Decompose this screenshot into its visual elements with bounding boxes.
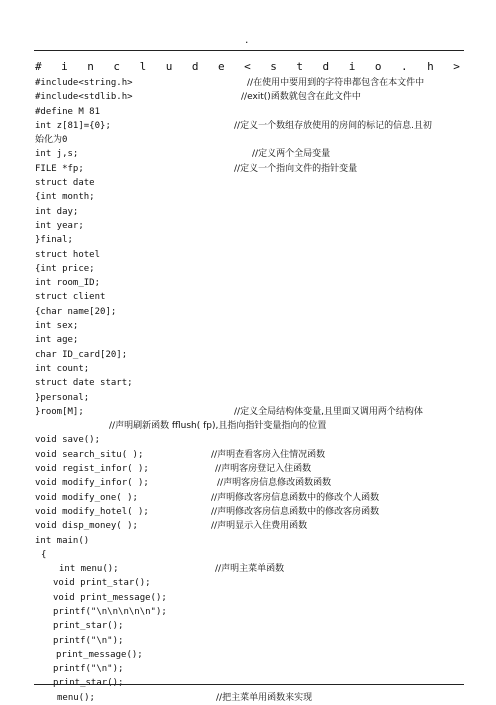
code-line xyxy=(0,219,496,233)
spaced-char: l xyxy=(139,60,147,73)
code-line xyxy=(0,405,496,419)
code-text: struct client xyxy=(35,292,106,303)
code-text: {int month; xyxy=(35,192,95,203)
code-line xyxy=(0,90,496,104)
code-line xyxy=(0,476,496,490)
spaced-char: c xyxy=(113,60,121,73)
code-text: void print_message(); xyxy=(53,592,167,603)
code-text: int main() xyxy=(35,535,90,546)
code-text: struct date xyxy=(35,178,95,189)
code-line xyxy=(0,205,496,219)
spaced-char: d xyxy=(322,60,330,73)
code-line xyxy=(0,491,496,505)
code-text: }room[M]; xyxy=(35,406,84,417)
code-text: void save(); xyxy=(35,435,101,446)
code-text: #include<stdlib.h> xyxy=(35,92,133,103)
header-rule xyxy=(34,50,464,51)
header-dot: . xyxy=(244,36,250,46)
code-line xyxy=(0,548,496,562)
code-text: }personal; xyxy=(35,392,90,403)
code-line xyxy=(0,333,496,347)
code-line xyxy=(0,605,496,619)
code-text: { xyxy=(41,549,47,560)
code-comment: //把主菜单用函数来实现 xyxy=(216,692,313,703)
code-line xyxy=(0,634,496,648)
code-comment: //声明查看客房入住情况函数 xyxy=(211,449,326,460)
code-line xyxy=(0,105,496,119)
code-line xyxy=(0,147,496,161)
code-text: menu(); xyxy=(57,692,95,703)
spaced-char: h xyxy=(427,60,434,73)
code-comment: //声明修改客房信息函数中的修改个人函数 xyxy=(211,492,380,503)
code-line xyxy=(0,362,496,376)
code-line xyxy=(0,562,496,576)
code-comment: //定义一个数组存放使用的房间的标记的信息.且初 xyxy=(234,120,432,131)
code-line xyxy=(0,391,496,405)
code-line xyxy=(0,262,496,276)
code-text: int menu(); xyxy=(59,564,119,575)
code-text: print_message(); xyxy=(56,649,143,660)
code-line xyxy=(0,276,496,290)
code-text: int year; xyxy=(35,220,84,231)
code-text: int day; xyxy=(35,206,79,217)
code-text: {int price; xyxy=(35,263,95,274)
spaced-char: d xyxy=(191,60,199,73)
code-line xyxy=(0,248,496,262)
code-line xyxy=(0,162,496,176)
code-comment: //声明客房信息修改函数函数 xyxy=(217,478,332,489)
code-text: void disp_money( ); xyxy=(35,521,138,532)
code-line xyxy=(0,119,496,133)
spaced-char: s xyxy=(270,60,277,73)
code-text: void modify_infor( ); xyxy=(35,478,149,489)
code-line xyxy=(0,433,496,447)
code-text: int age; xyxy=(35,335,79,346)
code-text: void modify_hotel( ); xyxy=(35,506,149,517)
code-text: printf("\n\n\n\n\n"); xyxy=(53,606,167,617)
code-line xyxy=(0,76,496,90)
code-comment: //声明修改客房信息函数中的修改客房函数 xyxy=(211,506,380,517)
code-line xyxy=(0,233,496,247)
code-text: int z[81]={0}; xyxy=(35,120,111,131)
spaced-char: . xyxy=(400,60,408,73)
code-text: char ID_card[20]; xyxy=(35,349,128,360)
code-comment: //exit()函数就包含在此文件中 xyxy=(241,92,361,103)
code-text: struct date start; xyxy=(35,378,133,389)
code-text: void regist_infor( ); xyxy=(35,464,149,475)
code-text: int sex; xyxy=(35,321,79,332)
code-text: printf("\n"); xyxy=(53,664,124,675)
spaced-char: i xyxy=(348,60,356,73)
code-text: FILE *fp; xyxy=(35,163,84,174)
code-text: print_star(); xyxy=(53,678,124,689)
code-text: #define M 81 xyxy=(35,106,101,117)
code-comment: //声明刷新函数 fflush( fp),且指向指针变量指向的位置 xyxy=(109,421,327,432)
code-text: {char name[20]; xyxy=(35,306,117,317)
spaced-char: i xyxy=(61,60,68,73)
code-text: int count; xyxy=(35,363,90,374)
spaced-char: o xyxy=(374,60,382,73)
code-comment: //声明显示入住费用函数 xyxy=(211,521,308,532)
code-comment: //声明客房登记入住函数 xyxy=(215,464,312,475)
code-comment: //定义一个指向文件的指针变量 xyxy=(234,163,358,174)
code-text: int room_ID; xyxy=(35,278,101,289)
code-line xyxy=(0,133,496,147)
code-text: int j,s; xyxy=(35,149,79,160)
code-text: void modify_one( ); xyxy=(35,492,138,503)
spaced-char: u xyxy=(165,60,173,73)
code-line xyxy=(0,648,496,662)
code-text: 始化为0 xyxy=(35,135,68,146)
code-comment: //声明主菜单函数 xyxy=(215,564,285,575)
spaced-char: < xyxy=(244,60,251,73)
code-comment: //定义全局结构体变量,且里面又调用两个结构体 xyxy=(234,406,423,417)
spaced-char: e xyxy=(217,60,225,73)
code-line xyxy=(0,190,496,204)
code-line xyxy=(0,591,496,605)
code-line xyxy=(0,576,496,590)
footer-dot: . xyxy=(244,687,249,695)
code-line xyxy=(0,462,496,476)
code-line xyxy=(0,376,496,390)
code-line xyxy=(0,519,496,533)
code-text: void print_star(); xyxy=(53,578,151,589)
code-line xyxy=(0,319,496,333)
spaced-char: t xyxy=(296,60,304,73)
code-comment: //在使用中要用到的字符串都包含在本文件中 xyxy=(247,78,425,88)
code-line xyxy=(0,662,496,676)
code-listing xyxy=(0,76,496,705)
code-text: struct hotel xyxy=(35,249,101,260)
code-text: }final; xyxy=(35,235,73,246)
spaced-char: # xyxy=(35,60,42,73)
code-comment: //定义两个全局变量 xyxy=(252,149,331,160)
code-line xyxy=(0,348,496,362)
code-line xyxy=(0,505,496,519)
code-line xyxy=(0,176,496,190)
spaced-char: n xyxy=(87,60,94,73)
code-line xyxy=(0,619,496,633)
code-line xyxy=(0,534,496,548)
code-text: print_star(); xyxy=(53,621,124,632)
code-text: #include<string.h> xyxy=(35,78,133,88)
code-line xyxy=(0,448,496,462)
code-text: void search_situ( ); xyxy=(35,449,144,460)
code-line xyxy=(0,305,496,319)
spaced-char: > xyxy=(453,60,460,73)
include-stdio-line xyxy=(35,60,460,74)
code-line xyxy=(0,419,496,433)
code-text: printf("\n"); xyxy=(53,635,124,646)
code-line xyxy=(0,290,496,304)
footer-rule xyxy=(34,684,464,685)
